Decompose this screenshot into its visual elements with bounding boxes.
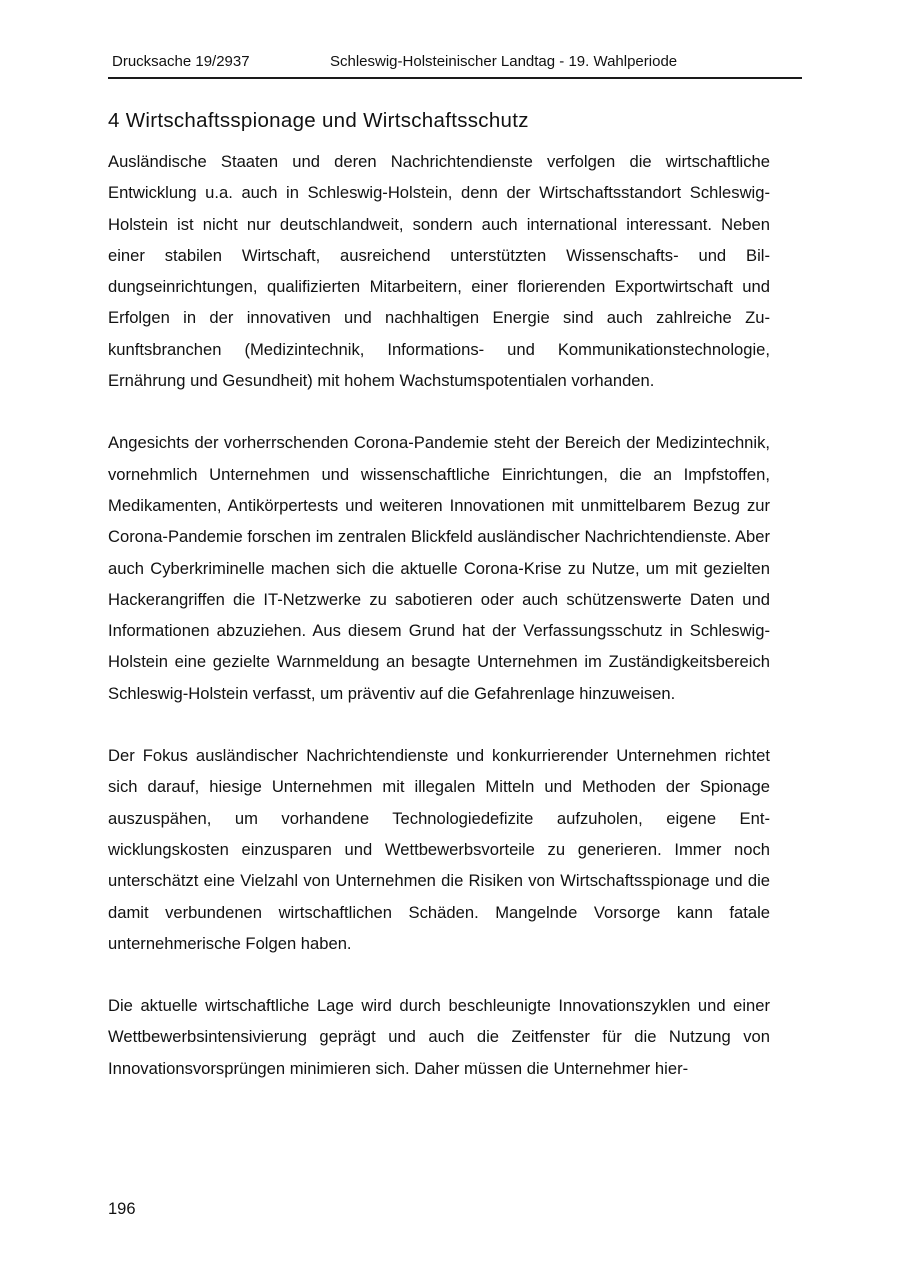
paragraph: Angesichts der vorherrschenden Corona-Pandemie steht der Bereich der Medizintechnik, vornehmlich Unternehmen und wissenschaftliche Einrichtungen, die an Impfstoffen, Medikamenten, Antikörpertests und weiteren Innovationen mit unmittelbarem Bezug zur Corona-Pandemie forschen im zentralen Blickfeld ausländischer Nachrichtendienste. Aber auch Cyberkriminelle machen sich die aktuelle Corona-Krise zu Nutze, um mit gezielten Hackerangriffen die IT-Netzwerke zu sabotieren oder auch schützenswerte Daten und Informationen abzuziehen. Aus diesem Grund hat der Verfassungsschutz in Schleswig-Holstein eine gezielte Warnmeldung an besagte Unternehmen im Zuständigkeitsbereich Schleswig-Holstein verfasst, um präventiv auf die Gefahrenlage hinzuweisen. (108, 433, 770, 703)
page-number: 196 (108, 1200, 136, 1218)
page-header (108, 52, 802, 79)
paragraph: Die aktuelle wirtschaftliche Lage wird durch beschleunigte Innovationszyklen und einer Wettbewerbsintensivierung geprägt und auch die Zeitfenster für die Nutzung von Innovationsvorsprüngen minimieren sich. Daher müssen die Unternehmer hier- (108, 996, 770, 1078)
section-heading: 4 Wirtschaftsspionage und Wirtschaftsschutz (108, 109, 529, 132)
paragraph: Der Fokus ausländischer Nachrichtendienste und konkurrierender Unternehmen richtet sich darauf, hiesige Unternehmen mit illegalen Mitteln und Methoden der Spionage auszuspähen, um vorhandene Technologiedefizite aufzuholen, eigene Entwicklungskosten einzusparen und Wettbewerbsvorteile zu generieren. Immer noch unterschätzt eine Vielzahl von Unternehmen die Risiken von Wirtschaftsspionage und die damit verbundenen wirtschaftlichen Schäden. Mangelnde Vorsorge kann fatale unternehmerische Folgen haben. (108, 746, 770, 953)
paragraph: Ausländische Staaten und deren Nachrichtendienste verfolgen die wirtschaftliche Entwicklung u.a. auch in Schleswig-Holstein, denn der Wirtschaftsstandort Schleswig-Holstein ist nicht nur deutschlandweit, sondern auch international interessant. Neben einer stabilen Wirtschaft, ausreichend unterstützten Wissenschafts- und Bildungseinrichtungen, qualifizierten Mitarbeitern, einer florierenden Exportwirtschaft und Erfolgen in der innovativen und nachhaltigen Energie sind auch zahlreiche Zukunftsbranchen (Medizintechnik, Informations- und Kommunikationstechnologie, Ernährung und Gesundheit) mit hohem Wachstumspotentialen vorhanden. (108, 152, 770, 391)
body-text (108, 146, 770, 1115)
parliament-label: Schleswig-Holsteinischer Landtag - 19. Wahlperiode (330, 53, 678, 70)
document-number: Drucksache 19/2937 (112, 53, 250, 70)
